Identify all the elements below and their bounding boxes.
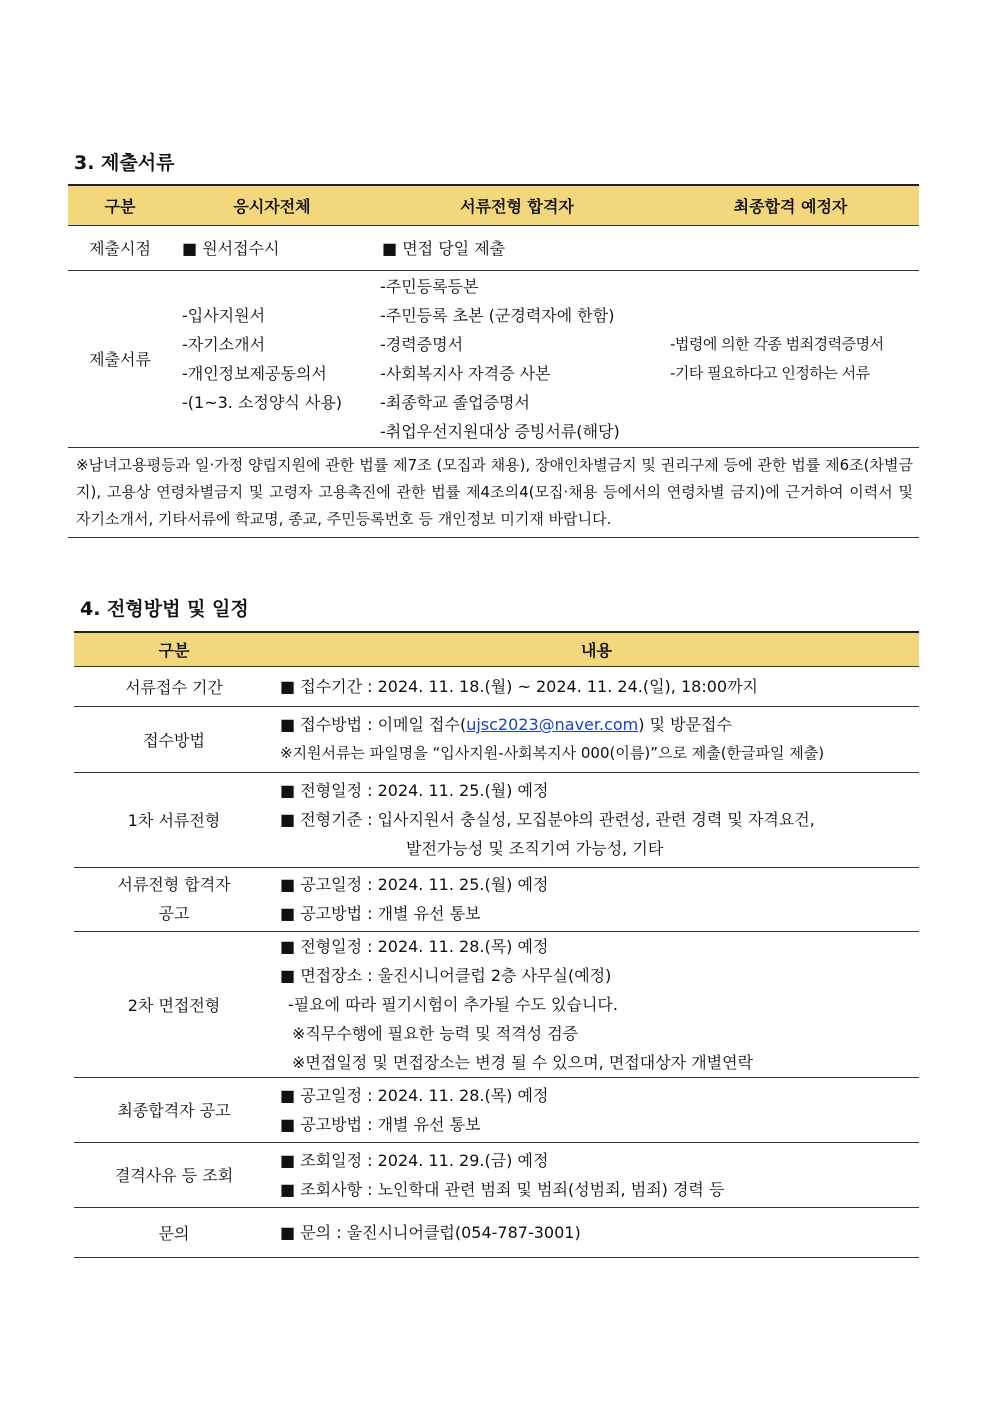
table-row xyxy=(68,447,919,537)
selection-schedule-table xyxy=(74,631,919,1258)
list-item: -최종학교 졸업증명서 xyxy=(380,392,530,412)
row-label-line: 서류전형 합격자 xyxy=(117,875,231,894)
content-line: ■ 공고일정 : 2024. 11. 28.(목) 예정 xyxy=(280,1085,549,1105)
header-content: 내용 xyxy=(274,632,919,666)
list-item: -입사지원서 xyxy=(182,305,266,325)
list-item: -자기소개서 xyxy=(182,334,266,354)
list-item: -개인정보제공동의서 xyxy=(182,363,327,383)
row-label: 1차 서류전형 xyxy=(127,811,221,830)
privacy-note: ※남녀고용평등과 일·가정 양립지원에 관한 법률 제7조 (모집과 채용), 장애인차별금지 및 권리구제 등에 관한 법률 제6조(차별금지), 고용상 연령차별금지 및 고령자 고용촉진에 관한 법률 제4조의4(모집·채용 등에서의 연령차별 금지)에 근거하여 이력서 및 자기소개서, 기타서류에 학교명, 종교, 주민등록번호 등 개인정보 미기재 바랍니다. xyxy=(76,455,913,528)
row-label: 제출서류 xyxy=(89,350,151,369)
document-passers-cell: ■ 면접 당일 제출 xyxy=(382,239,506,258)
content-line: 발전가능성 및 조직기여 가능성, 기타 xyxy=(406,839,664,858)
document-passers-cell xyxy=(372,270,662,447)
list-item: -주민등록등본 xyxy=(380,276,479,296)
content-line: ■ 면접장소 : 울진시니어클럽 2층 사무실(예정) xyxy=(280,965,612,985)
table-row xyxy=(74,772,919,867)
content-line: ■ 문의 : 울진시니어클럽(054-787-3001) xyxy=(280,1222,581,1242)
method-suffix: ) 및 방문접수 xyxy=(638,715,732,734)
row-content xyxy=(274,1207,919,1257)
content-line: ■ 접수기간 : 2024. 11. 18.(월) ~ 2024. 11. 24.(일), 18:00까지 xyxy=(280,676,758,696)
row-content xyxy=(274,706,919,772)
table-row xyxy=(74,1207,919,1257)
row-label: 2차 면접전형 xyxy=(127,995,221,1015)
table-row xyxy=(74,666,919,706)
content-line: ■ 공고방법 : 개별 유선 통보 xyxy=(280,904,481,923)
all-applicants-cell: ■ 원서접수시 xyxy=(182,239,280,258)
final-candidates-cell xyxy=(662,225,919,270)
header-all-applicants: 응시자전체 xyxy=(172,185,372,225)
content-line: ■ 전형일정 : 2024. 11. 28.(목) 예정 xyxy=(280,936,549,956)
row-content xyxy=(274,1142,919,1207)
email-link[interactable]: ujsc2023@naver.com xyxy=(466,715,639,734)
row-label: 결격사유 등 조회 xyxy=(114,1166,234,1185)
list-item: -사회복지사 자격증 사본 xyxy=(380,363,551,383)
content-line: ※면접일정 및 면접장소는 변경 될 수 있으며, 면접대상자 개별연락 xyxy=(292,1052,754,1072)
list-item: -(1~3. 소정양식 사용) xyxy=(182,392,343,412)
content-line: -필요에 따라 필기시험이 추가될 수도 있습니다. xyxy=(288,994,618,1014)
row-content xyxy=(274,931,919,1077)
content-line: ■ 공고일정 : 2024. 11. 25.(월) 예정 xyxy=(280,875,549,894)
table-row xyxy=(68,225,919,270)
table-row xyxy=(74,931,919,1077)
section3-title: 3. 제출서류 xyxy=(74,152,175,174)
content-line: ■ 공고방법 : 개별 유선 통보 xyxy=(280,1114,481,1134)
submission-documents-table xyxy=(68,184,919,538)
list-item: -주민등록 초본 (군경력자에 한함) xyxy=(380,305,615,325)
row-content xyxy=(274,666,919,706)
row-label-line: 공고 xyxy=(158,904,190,923)
list-item: -법령에 의한 각종 범죄경력증명서 xyxy=(670,334,884,353)
content-line: ■ 조회일정 : 2024. 11. 29.(금) 예정 xyxy=(280,1150,549,1170)
table-row xyxy=(74,1142,919,1207)
header-final-candidates: 최종합격 예정자 xyxy=(662,185,919,225)
content-line: ※지원서류는 파일명을 “입사지원-사회복지사 000(이름)”으로 제출(한글파일 제출) xyxy=(280,744,825,762)
row-label: 제출시점 xyxy=(89,239,151,258)
table-row xyxy=(74,867,919,931)
list-item: -기타 필요하다고 인정하는 서류 xyxy=(670,363,870,382)
row-content xyxy=(274,1077,919,1142)
content-line: ※직무수행에 필요한 능력 및 적격성 검증 xyxy=(292,1023,579,1043)
all-applicants-cell xyxy=(172,270,372,447)
table-row xyxy=(74,706,919,772)
row-label xyxy=(74,867,274,931)
header-category: 구분 xyxy=(74,632,274,666)
row-content xyxy=(274,772,919,867)
final-candidates-cell xyxy=(662,270,919,447)
content-line xyxy=(280,710,919,739)
row-label: 최종합격자 공고 xyxy=(117,1101,231,1120)
row-content xyxy=(274,867,919,931)
table-row xyxy=(74,1077,919,1142)
table-row xyxy=(68,270,919,447)
section4-title: 4. 전형방법 및 일정 xyxy=(80,598,249,620)
list-item: -취업우선지원대상 증빙서류(해당) xyxy=(380,421,620,441)
list-item: -경력증명서 xyxy=(380,334,464,354)
content-line: ■ 조회사항 : 노인학대 관련 범죄 및 범죄(성범죄, 범죄) 경력 등 xyxy=(280,1179,725,1199)
content-line: ■ 전형기준 : 입사지원서 충실성, 모집분야의 관련성, 관련 경력 및 자격요건, xyxy=(280,810,815,829)
row-label: 접수방법 xyxy=(143,730,205,750)
row-label: 서류접수 기간 xyxy=(125,677,223,697)
header-document-passers: 서류전형 합격자 xyxy=(372,185,662,225)
method-prefix: ■ 접수방법 : 이메일 접수( xyxy=(280,715,467,734)
content-line: ■ 전형일정 : 2024. 11. 25.(월) 예정 xyxy=(280,781,549,800)
row-label: 문의 xyxy=(158,1223,190,1243)
header-category: 구분 xyxy=(68,185,172,225)
